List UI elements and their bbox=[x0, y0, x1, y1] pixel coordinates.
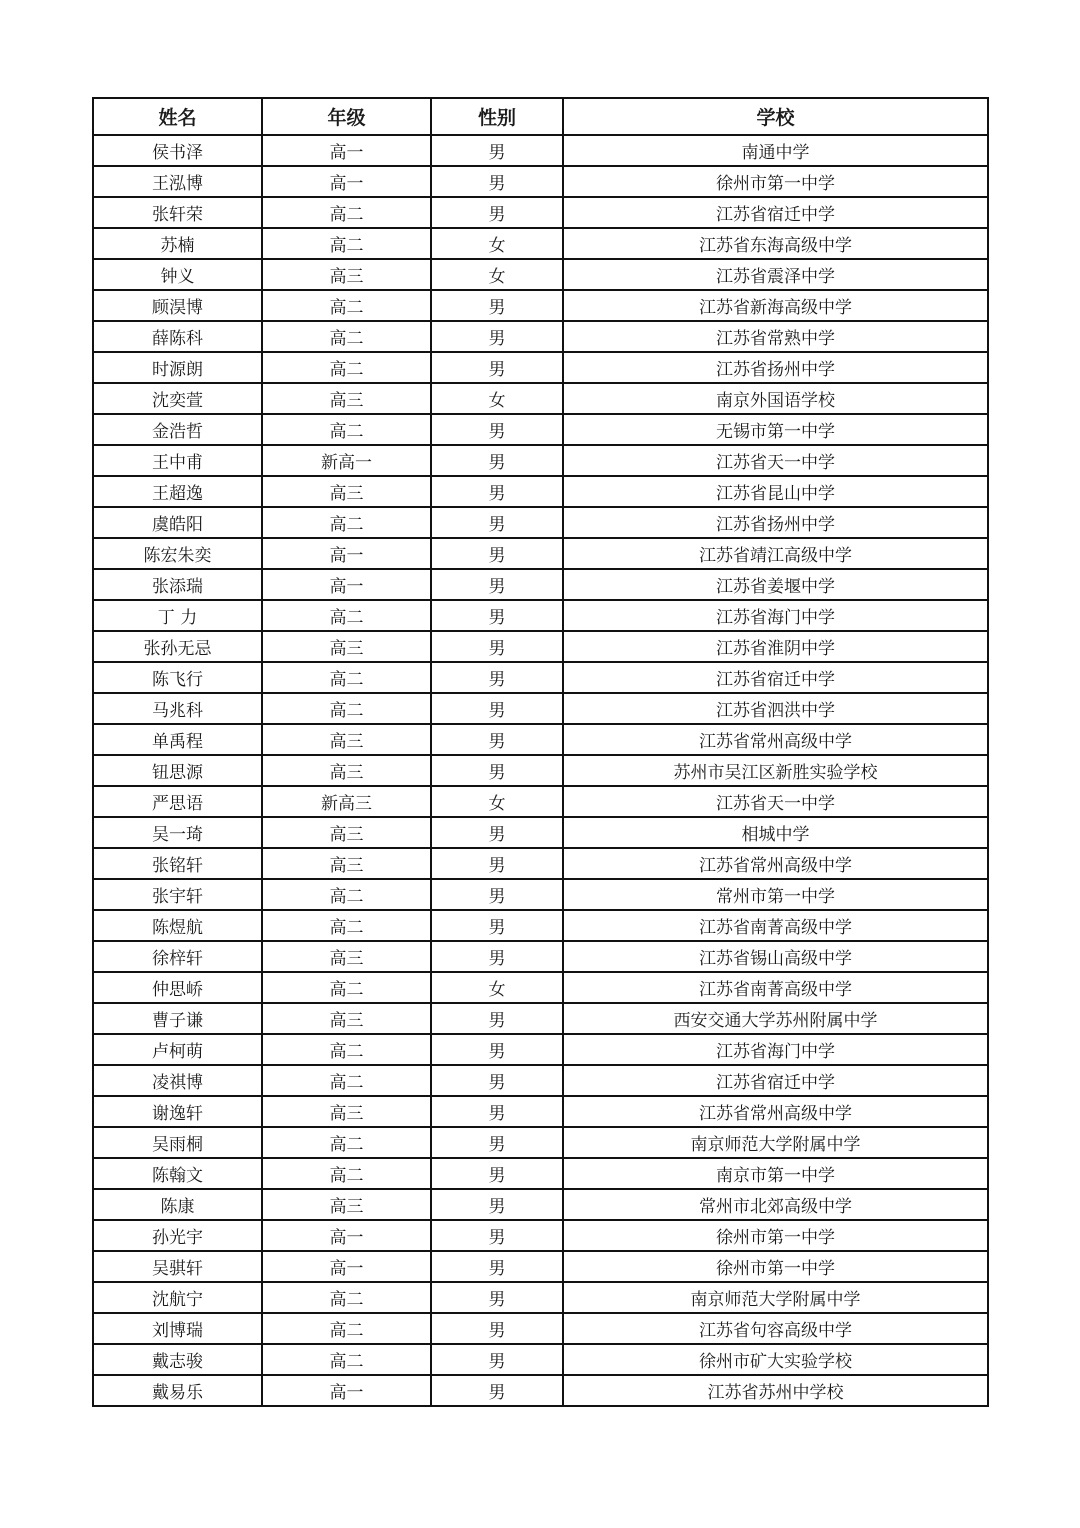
school-cell: 江苏省震泽中学 bbox=[563, 259, 988, 290]
grade-cell: 高二 bbox=[262, 600, 431, 631]
gender-cell: 男 bbox=[431, 1189, 563, 1220]
school-cell: 江苏省扬州中学 bbox=[563, 507, 988, 538]
table-row bbox=[93, 879, 988, 910]
table-row bbox=[93, 1034, 988, 1065]
table-row bbox=[93, 445, 988, 476]
gender-cell: 男 bbox=[431, 414, 563, 445]
table-row bbox=[93, 1096, 988, 1127]
grade-cell: 高二 bbox=[262, 879, 431, 910]
grade-cell: 高二 bbox=[262, 321, 431, 352]
gender-cell: 女 bbox=[431, 786, 563, 817]
grade-cell: 高二 bbox=[262, 693, 431, 724]
gender-cell: 男 bbox=[431, 1003, 563, 1034]
school-cell: 江苏省宿迁中学 bbox=[563, 197, 988, 228]
school-cell: 常州市北郊高级中学 bbox=[563, 1189, 988, 1220]
grade-cell: 高三 bbox=[262, 1189, 431, 1220]
school-cell: 江苏省东海高级中学 bbox=[563, 228, 988, 259]
school-cell: 无锡市第一中学 bbox=[563, 414, 988, 445]
gender-cell: 男 bbox=[431, 879, 563, 910]
name-cell: 陈康 bbox=[93, 1189, 262, 1220]
gender-cell: 男 bbox=[431, 1344, 563, 1375]
name-cell: 戴易乐 bbox=[93, 1375, 262, 1406]
table-row bbox=[93, 476, 988, 507]
grade-cell: 高二 bbox=[262, 1344, 431, 1375]
grade-cell: 高三 bbox=[262, 1096, 431, 1127]
grade-cell: 高一 bbox=[262, 1251, 431, 1282]
school-cell: 江苏省宿迁中学 bbox=[563, 1065, 988, 1096]
gender-cell: 男 bbox=[431, 569, 563, 600]
table-row bbox=[93, 1127, 988, 1158]
header-name: 姓名 bbox=[93, 98, 262, 135]
school-cell: 南京外国语学校 bbox=[563, 383, 988, 414]
name-cell: 凌祺博 bbox=[93, 1065, 262, 1096]
header-row bbox=[93, 98, 988, 135]
table-row bbox=[93, 631, 988, 662]
gender-cell: 男 bbox=[431, 631, 563, 662]
school-cell: 江苏省常州高级中学 bbox=[563, 848, 988, 879]
name-cell: 张宇轩 bbox=[93, 879, 262, 910]
name-cell: 金浩哲 bbox=[93, 414, 262, 445]
name-cell: 沈奕萱 bbox=[93, 383, 262, 414]
gender-cell: 男 bbox=[431, 1251, 563, 1282]
table-row bbox=[93, 1375, 988, 1406]
table-row bbox=[93, 507, 988, 538]
name-cell: 刘博瑞 bbox=[93, 1313, 262, 1344]
gender-cell: 男 bbox=[431, 445, 563, 476]
name-cell: 张铭轩 bbox=[93, 848, 262, 879]
grade-cell: 高三 bbox=[262, 755, 431, 786]
school-cell: 江苏省南菁高级中学 bbox=[563, 972, 988, 1003]
table-row bbox=[93, 228, 988, 259]
grade-cell: 高二 bbox=[262, 1065, 431, 1096]
school-cell: 江苏省昆山中学 bbox=[563, 476, 988, 507]
school-cell: 江苏省苏州中学校 bbox=[563, 1375, 988, 1406]
grade-cell: 高三 bbox=[262, 724, 431, 755]
table-row bbox=[93, 1344, 988, 1375]
gender-cell: 男 bbox=[431, 1065, 563, 1096]
table-row bbox=[93, 724, 988, 755]
grade-cell: 高三 bbox=[262, 941, 431, 972]
table-row bbox=[93, 1158, 988, 1189]
school-cell: 江苏省常州高级中学 bbox=[563, 1096, 988, 1127]
name-cell: 单禹程 bbox=[93, 724, 262, 755]
school-cell: 南京师范大学附属中学 bbox=[563, 1127, 988, 1158]
table-row bbox=[93, 383, 988, 414]
school-cell: 江苏省南菁高级中学 bbox=[563, 910, 988, 941]
name-cell: 苏楠 bbox=[93, 228, 262, 259]
gender-cell: 男 bbox=[431, 817, 563, 848]
table-row bbox=[93, 1003, 988, 1034]
gender-cell: 女 bbox=[431, 972, 563, 1003]
school-cell: 南通中学 bbox=[563, 135, 988, 166]
name-cell: 虞皓阳 bbox=[93, 507, 262, 538]
gender-cell: 男 bbox=[431, 693, 563, 724]
gender-cell: 男 bbox=[431, 352, 563, 383]
grade-cell: 高三 bbox=[262, 383, 431, 414]
name-cell: 孙光宇 bbox=[93, 1220, 262, 1251]
gender-cell: 男 bbox=[431, 1313, 563, 1344]
grade-cell: 高三 bbox=[262, 259, 431, 290]
school-cell: 徐州市第一中学 bbox=[563, 1251, 988, 1282]
name-cell: 丁 力 bbox=[93, 600, 262, 631]
name-cell: 钮思源 bbox=[93, 755, 262, 786]
table-row bbox=[93, 1220, 988, 1251]
grade-cell: 高二 bbox=[262, 290, 431, 321]
grade-cell: 高二 bbox=[262, 1127, 431, 1158]
school-cell: 徐州市第一中学 bbox=[563, 166, 988, 197]
grade-cell: 新高一 bbox=[262, 445, 431, 476]
grade-cell: 高三 bbox=[262, 1003, 431, 1034]
name-cell: 戴志骏 bbox=[93, 1344, 262, 1375]
name-cell: 吴一琦 bbox=[93, 817, 262, 848]
header-gender: 性别 bbox=[431, 98, 563, 135]
gender-cell: 女 bbox=[431, 259, 563, 290]
school-cell: 相城中学 bbox=[563, 817, 988, 848]
school-cell: 苏州市吴江区新胜实验学校 bbox=[563, 755, 988, 786]
table-row bbox=[93, 1313, 988, 1344]
name-cell: 曹子谦 bbox=[93, 1003, 262, 1034]
grade-cell: 高二 bbox=[262, 910, 431, 941]
grade-cell: 高一 bbox=[262, 538, 431, 569]
gender-cell: 男 bbox=[431, 1127, 563, 1158]
name-cell: 王中甫 bbox=[93, 445, 262, 476]
student-roster-table bbox=[92, 97, 989, 1407]
grade-cell: 高三 bbox=[262, 476, 431, 507]
grade-cell: 高二 bbox=[262, 414, 431, 445]
school-cell: 江苏省海门中学 bbox=[563, 600, 988, 631]
grade-cell: 高三 bbox=[262, 631, 431, 662]
name-cell: 张孙无忌 bbox=[93, 631, 262, 662]
table-row bbox=[93, 135, 988, 166]
gender-cell: 男 bbox=[431, 941, 563, 972]
table-row bbox=[93, 1282, 988, 1313]
school-cell: 江苏省泗洪中学 bbox=[563, 693, 988, 724]
grade-cell: 高二 bbox=[262, 197, 431, 228]
gender-cell: 男 bbox=[431, 910, 563, 941]
grade-cell: 高二 bbox=[262, 1034, 431, 1065]
name-cell: 陈翰文 bbox=[93, 1158, 262, 1189]
grade-cell: 高二 bbox=[262, 1158, 431, 1189]
gender-cell: 男 bbox=[431, 135, 563, 166]
grade-cell: 高二 bbox=[262, 507, 431, 538]
school-cell: 徐州市第一中学 bbox=[563, 1220, 988, 1251]
name-cell: 卢柯萌 bbox=[93, 1034, 262, 1065]
table-row bbox=[93, 848, 988, 879]
gender-cell: 男 bbox=[431, 197, 563, 228]
school-cell: 江苏省扬州中学 bbox=[563, 352, 988, 383]
school-cell: 江苏省淮阴中学 bbox=[563, 631, 988, 662]
grade-cell: 高二 bbox=[262, 1282, 431, 1313]
table-row bbox=[93, 290, 988, 321]
gender-cell: 男 bbox=[431, 476, 563, 507]
name-cell: 张轩荣 bbox=[93, 197, 262, 228]
school-cell: 江苏省新海高级中学 bbox=[563, 290, 988, 321]
grade-cell: 高二 bbox=[262, 228, 431, 259]
name-cell: 时源朗 bbox=[93, 352, 262, 383]
grade-cell: 高一 bbox=[262, 569, 431, 600]
grade-cell: 高一 bbox=[262, 166, 431, 197]
name-cell: 薛陈科 bbox=[93, 321, 262, 352]
school-cell: 江苏省靖江高级中学 bbox=[563, 538, 988, 569]
school-cell: 江苏省宿迁中学 bbox=[563, 662, 988, 693]
table-row bbox=[93, 414, 988, 445]
table-row bbox=[93, 538, 988, 569]
school-cell: 南京师范大学附属中学 bbox=[563, 1282, 988, 1313]
table-row bbox=[93, 941, 988, 972]
name-cell: 吴雨桐 bbox=[93, 1127, 262, 1158]
table-row bbox=[93, 569, 988, 600]
table-row bbox=[93, 1251, 988, 1282]
name-cell: 吴骐轩 bbox=[93, 1251, 262, 1282]
gender-cell: 男 bbox=[431, 1375, 563, 1406]
gender-cell: 男 bbox=[431, 1096, 563, 1127]
gender-cell: 男 bbox=[431, 166, 563, 197]
header-grade: 年级 bbox=[262, 98, 431, 135]
school-cell: 南京市第一中学 bbox=[563, 1158, 988, 1189]
school-cell: 西安交通大学苏州附属中学 bbox=[563, 1003, 988, 1034]
name-cell: 马兆科 bbox=[93, 693, 262, 724]
gender-cell: 男 bbox=[431, 507, 563, 538]
name-cell: 钟义 bbox=[93, 259, 262, 290]
gender-cell: 女 bbox=[431, 383, 563, 414]
gender-cell: 男 bbox=[431, 724, 563, 755]
table-row bbox=[93, 662, 988, 693]
name-cell: 陈飞行 bbox=[93, 662, 262, 693]
table-row bbox=[93, 1189, 988, 1220]
name-cell: 陈宏朱奕 bbox=[93, 538, 262, 569]
table-row bbox=[93, 600, 988, 631]
table-header bbox=[93, 98, 988, 135]
name-cell: 谢逸轩 bbox=[93, 1096, 262, 1127]
name-cell: 张添瑞 bbox=[93, 569, 262, 600]
grade-cell: 新高三 bbox=[262, 786, 431, 817]
table-row bbox=[93, 910, 988, 941]
table-row bbox=[93, 817, 988, 848]
table-row bbox=[93, 197, 988, 228]
header-school: 学校 bbox=[563, 98, 988, 135]
table-row bbox=[93, 1065, 988, 1096]
gender-cell: 男 bbox=[431, 321, 563, 352]
table-row bbox=[93, 755, 988, 786]
grade-cell: 高一 bbox=[262, 135, 431, 166]
table-row bbox=[93, 972, 988, 1003]
grade-cell: 高一 bbox=[262, 1375, 431, 1406]
grade-cell: 高二 bbox=[262, 662, 431, 693]
name-cell: 沈航宁 bbox=[93, 1282, 262, 1313]
name-cell: 陈煜航 bbox=[93, 910, 262, 941]
school-cell: 江苏省句容高级中学 bbox=[563, 1313, 988, 1344]
school-cell: 江苏省海门中学 bbox=[563, 1034, 988, 1065]
table-row bbox=[93, 259, 988, 290]
school-cell: 江苏省天一中学 bbox=[563, 786, 988, 817]
name-cell: 徐梓轩 bbox=[93, 941, 262, 972]
grade-cell: 高二 bbox=[262, 1313, 431, 1344]
school-cell: 江苏省常熟中学 bbox=[563, 321, 988, 352]
grade-cell: 高三 bbox=[262, 848, 431, 879]
school-cell: 江苏省天一中学 bbox=[563, 445, 988, 476]
school-cell: 江苏省姜堰中学 bbox=[563, 569, 988, 600]
table-row bbox=[93, 352, 988, 383]
gender-cell: 男 bbox=[431, 662, 563, 693]
gender-cell: 男 bbox=[431, 1034, 563, 1065]
table-row bbox=[93, 693, 988, 724]
gender-cell: 男 bbox=[431, 848, 563, 879]
gender-cell: 男 bbox=[431, 290, 563, 321]
school-cell: 徐州市矿大实验学校 bbox=[563, 1344, 988, 1375]
grade-cell: 高二 bbox=[262, 352, 431, 383]
gender-cell: 女 bbox=[431, 228, 563, 259]
school-cell: 常州市第一中学 bbox=[563, 879, 988, 910]
grade-cell: 高二 bbox=[262, 972, 431, 1003]
table-row bbox=[93, 786, 988, 817]
gender-cell: 男 bbox=[431, 538, 563, 569]
school-cell: 江苏省常州高级中学 bbox=[563, 724, 988, 755]
gender-cell: 男 bbox=[431, 1220, 563, 1251]
table-body bbox=[93, 135, 988, 1406]
name-cell: 严思语 bbox=[93, 786, 262, 817]
grade-cell: 高一 bbox=[262, 1220, 431, 1251]
name-cell: 仲思峤 bbox=[93, 972, 262, 1003]
school-cell: 江苏省锡山高级中学 bbox=[563, 941, 988, 972]
grade-cell: 高三 bbox=[262, 817, 431, 848]
gender-cell: 男 bbox=[431, 600, 563, 631]
gender-cell: 男 bbox=[431, 1282, 563, 1313]
name-cell: 顾淏博 bbox=[93, 290, 262, 321]
name-cell: 王超逸 bbox=[93, 476, 262, 507]
table-row bbox=[93, 321, 988, 352]
gender-cell: 男 bbox=[431, 1158, 563, 1189]
name-cell: 王泓博 bbox=[93, 166, 262, 197]
gender-cell: 男 bbox=[431, 755, 563, 786]
name-cell: 侯书泽 bbox=[93, 135, 262, 166]
table-row bbox=[93, 166, 988, 197]
